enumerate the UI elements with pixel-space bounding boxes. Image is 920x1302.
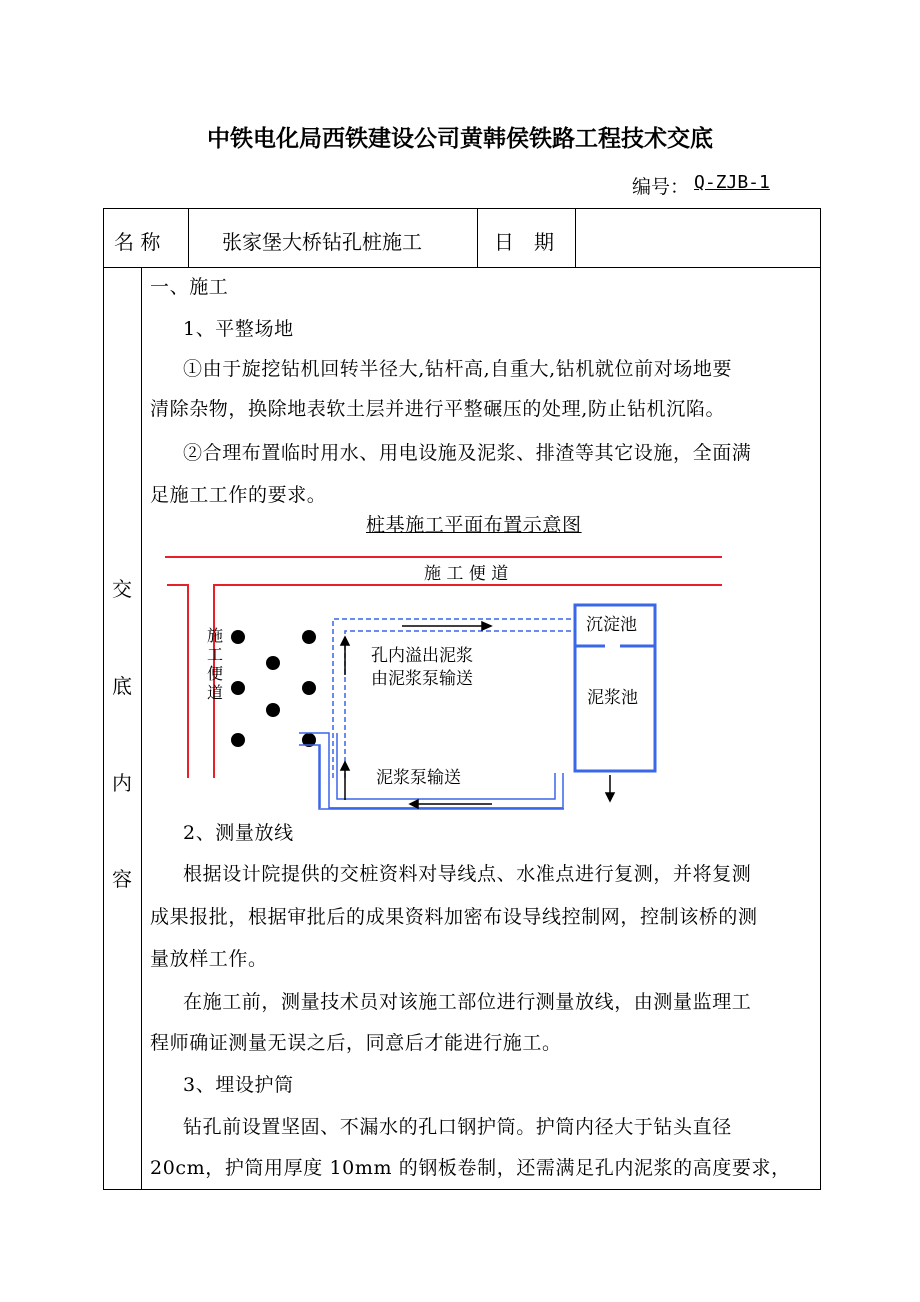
pile-holes xyxy=(231,630,316,747)
date-label: 日 期 xyxy=(494,230,554,254)
document-title: 中铁电化局西铁建设公司黄韩侯铁路工程技术交底 xyxy=(207,125,713,152)
overflow-label: 由泥浆泵输送 xyxy=(371,669,473,689)
paragraph-line: ②合理布置临时用水、用电设施及泥浆、排渣等其它设施，全面满 xyxy=(183,442,752,464)
pump-label: 泥浆泵输送 xyxy=(376,768,461,788)
paragraph-line: 在施工前，测量技术员对该施工部位进行测量放线，由测量监理工 xyxy=(183,991,752,1013)
construction-road xyxy=(165,557,722,778)
paragraph-line: 量放样工作。 xyxy=(150,948,268,970)
paragraph-line: 20cm，护筒用厚度 10mm 的钢板卷制，还需满足孔内泥浆的高度要求， xyxy=(150,1157,791,1179)
side-label-char: 内 xyxy=(112,771,132,795)
overflow-channel xyxy=(333,619,574,778)
subsection-heading: 3、埋设护筒 xyxy=(183,1074,294,1096)
road-top-label: 施 工 便 道 xyxy=(424,564,509,584)
code-label: 编号： xyxy=(632,176,690,198)
paragraph-line: 清除杂物，换除地表软土层并进行平整碾压的处理,防止钻机沉陷。 xyxy=(150,398,726,420)
side-label-char: 容 xyxy=(112,867,132,891)
road-side-label-char: 施 xyxy=(207,626,224,645)
paragraph-line: 程师确证测量无误之后，同意后才能进行施工。 xyxy=(150,1032,562,1054)
diagram-title: 桩基施工平面布置示意图 xyxy=(366,514,582,536)
section-heading: 一、施工 xyxy=(150,276,229,298)
paragraph-line: 足施工工作的要求。 xyxy=(150,484,327,506)
name-label: 名 称 xyxy=(114,230,161,254)
paragraph-line: 根据设计院提供的交桩资料对导线点、水准点进行复测，并将复测 xyxy=(183,863,752,885)
subsection-heading: 2、测量放线 xyxy=(183,822,294,844)
subsection-heading: 1、平整场地 xyxy=(183,318,294,340)
name-value: 张家堡大桥钻孔桩施工 xyxy=(222,230,422,254)
paragraph-line: 钻孔前设置坚固、不漏水的孔口钢护筒。护筒内径大于钻头直径 xyxy=(183,1116,732,1138)
side-label-char: 底 xyxy=(112,674,132,698)
road-side-label-char: 道 xyxy=(207,683,224,702)
road-side-label-char: 便 xyxy=(207,664,224,683)
road-side-label-char: 工 xyxy=(207,645,224,664)
paragraph-line: 成果报批，根据审批后的成果资料加密布设导线控制网，控制该桥的测 xyxy=(150,906,758,928)
mud-tank-label: 泥浆池 xyxy=(587,688,638,708)
paragraph-line: ①由于旋挖钻机回转半径大,钻杆高,自重大,钻机就位前对场地要 xyxy=(183,358,733,380)
overflow-label: 孔内溢出泥浆 xyxy=(371,646,473,666)
code-value: Q-ZJB-1 xyxy=(694,172,770,193)
side-label-char: 交 xyxy=(112,577,132,601)
settling-tank-label: 沉淀池 xyxy=(586,615,637,635)
